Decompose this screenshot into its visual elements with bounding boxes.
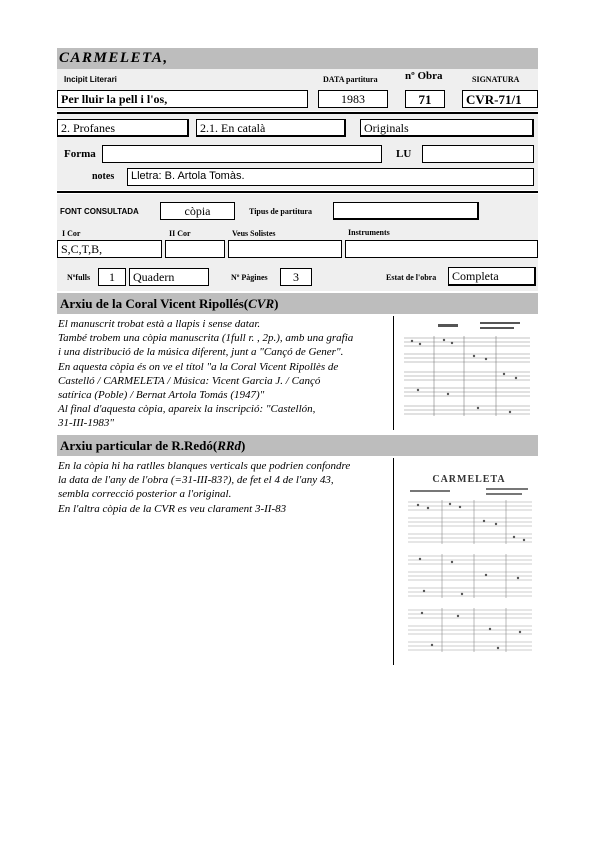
format-field[interactable]: Quadern xyxy=(129,268,209,286)
npagines-label: Nº Pàgines xyxy=(231,273,268,282)
text-line: 31-III-1983" xyxy=(58,417,114,430)
type-field[interactable]: Originals xyxy=(360,119,534,137)
text-line: la data de l'any de l'obra (=31-III-83?), de fet el 4 de l'any 43, xyxy=(58,474,334,487)
notes-label: notes xyxy=(92,171,115,182)
data-field[interactable]: 1983 xyxy=(318,90,388,108)
tipus-field[interactable] xyxy=(333,202,479,220)
language-field[interactable]: 2.1. En català xyxy=(196,119,346,137)
text-line: En l'altra còpia de la CVR es veu clarament 3-II-83 xyxy=(58,502,287,515)
nfulls-field[interactable]: 1 xyxy=(98,268,126,286)
font-label: FONT CONSULTADA xyxy=(60,207,139,216)
archive1-text xyxy=(58,317,353,431)
cor2-label: II Cor xyxy=(169,229,191,238)
veus-field[interactable] xyxy=(228,240,342,258)
data-label: DATA partitura xyxy=(323,75,378,84)
obra-label: nº Obra xyxy=(405,70,443,82)
lu-field[interactable] xyxy=(422,145,534,163)
text-line: satírica (Poble) / Bernat Artola Tomás (1947)" xyxy=(58,389,265,402)
text-line: En la còpia hi ha ratlles blanques verticals que podrien confondre xyxy=(58,460,351,472)
cor1-label: I Cor xyxy=(62,229,81,238)
forma-field[interactable] xyxy=(102,145,382,163)
archive1-divider xyxy=(393,316,394,430)
estat-label: Estat de l'obra xyxy=(386,273,437,282)
archive2-title: Arxiu particular de R.Redó(RRd) xyxy=(60,438,246,453)
cor2-field[interactable] xyxy=(165,240,225,258)
archive1-title: Arxiu de la Coral Vicent Ripollés(CVR) xyxy=(60,296,279,311)
text-line: Al final d'aquesta còpia, apareix la inscripció: "Castellón, xyxy=(58,403,316,416)
veus-label: Veus Solistes xyxy=(232,229,276,238)
text-line: Castelló / CARMELETA / Música: Vicent Garcia J. / Cançó xyxy=(58,374,321,387)
text-line: i una distribució de la música diferent, junt a "Cançó de Gener". xyxy=(58,346,344,359)
nfulls-label: Nºfulls xyxy=(67,273,91,282)
signatura-label: SIGNATURA xyxy=(472,75,520,84)
archive2-text xyxy=(58,459,350,516)
score-thumbnail-2 xyxy=(402,460,536,665)
score-title: CARMELETA xyxy=(432,474,506,485)
obra-field[interactable]: 71 xyxy=(405,90,445,108)
tipus-label: Tipus de partitura xyxy=(249,207,312,216)
npagines-field[interactable]: 3 xyxy=(280,268,312,286)
rule-2 xyxy=(57,191,538,193)
category-field[interactable]: 2. Profanes xyxy=(57,119,189,137)
incipit-field[interactable]: Per lluir la pell i l'os, xyxy=(57,90,308,108)
page-title: CARMELETA, xyxy=(59,50,169,66)
text-line: En aquesta còpia és on ve el títol "a la Coral Vicent Ripollès de xyxy=(58,360,339,373)
text-line: sembla correcció posterior a l'original. xyxy=(58,488,232,501)
signatura-field[interactable]: CVR-71/1 xyxy=(462,90,538,108)
lu-label: LU xyxy=(396,148,412,160)
archive2-divider xyxy=(393,458,394,665)
estat-field[interactable]: Completa xyxy=(448,267,536,286)
text-line: També trobem una còpia manuscrita (1full r. , 2p.), amb una grafia xyxy=(58,332,354,345)
font-field[interactable]: còpia xyxy=(160,202,235,220)
text-line: El manuscrit trobat està a llapis i sense datar. xyxy=(58,318,261,330)
notes-field[interactable]: Lletra: B. Artola Tomàs. xyxy=(127,168,534,186)
forma-label: Forma xyxy=(64,148,96,160)
instruments-field[interactable] xyxy=(345,240,538,258)
instruments-label: Instruments xyxy=(348,228,390,237)
score-thumbnail-1 xyxy=(400,318,535,428)
cor1-field[interactable]: S,C,T,B, xyxy=(57,240,162,258)
incipit-label: Incipit Literari xyxy=(64,75,117,84)
